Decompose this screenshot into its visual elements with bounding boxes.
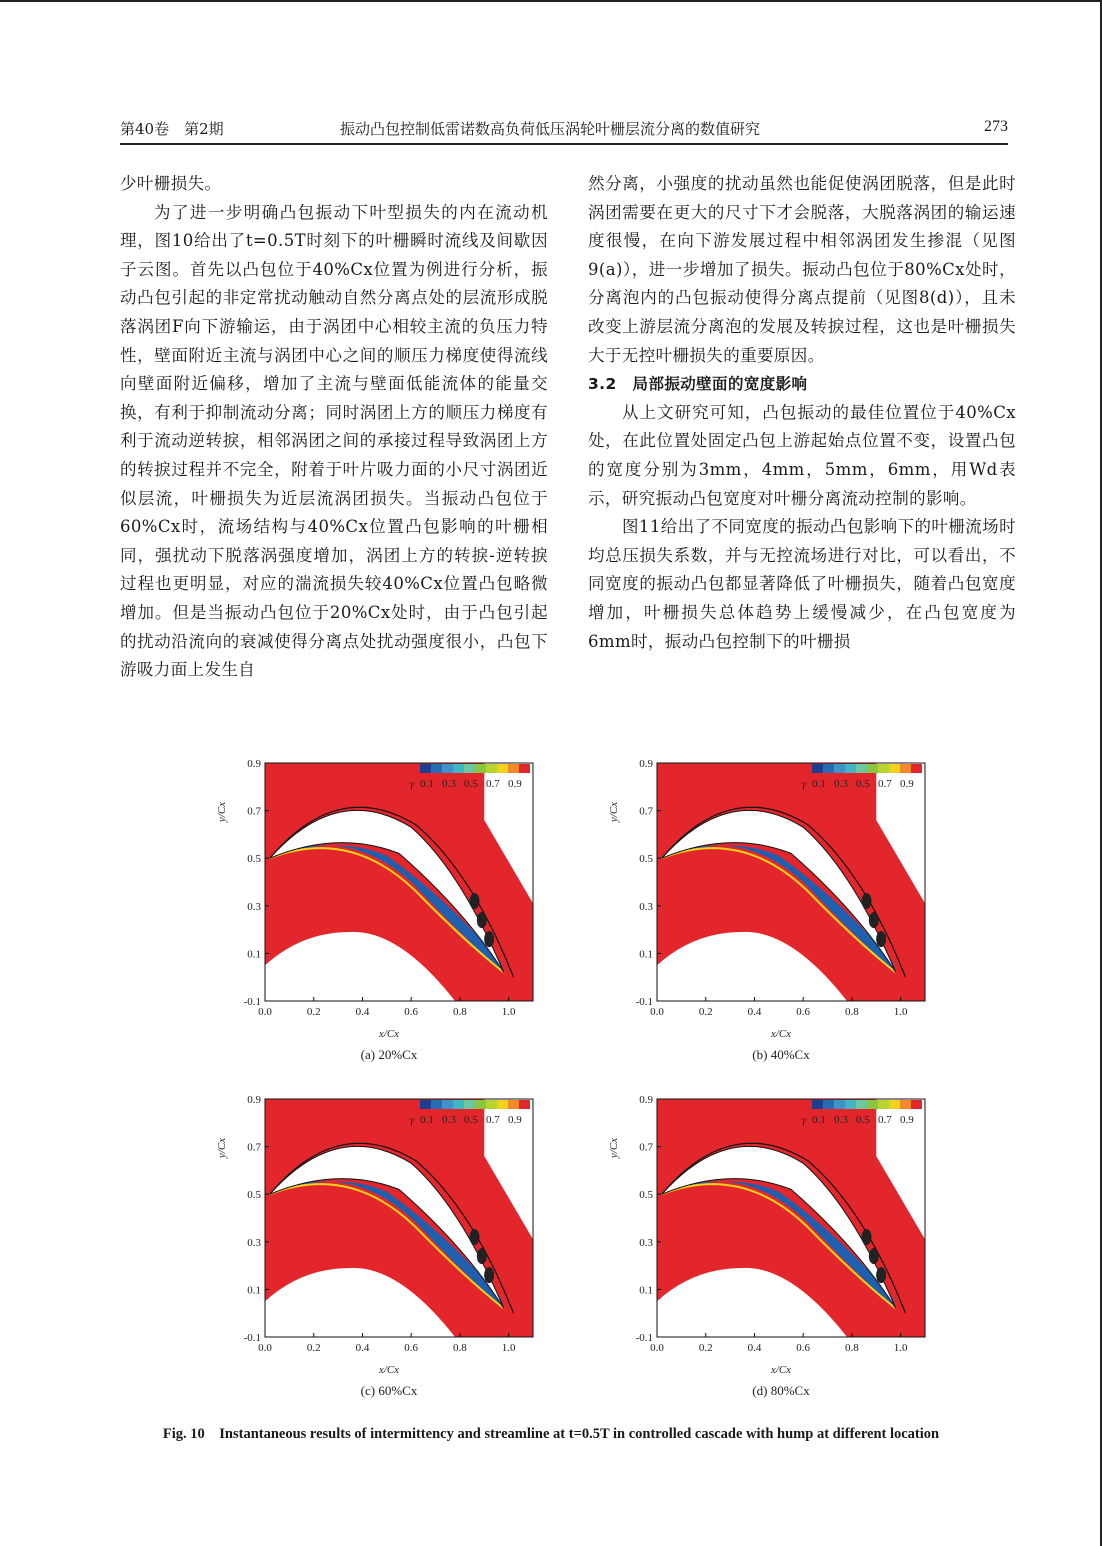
colorbar-swatch: [823, 764, 834, 773]
colorbar-tick: 0.1: [812, 1114, 826, 1126]
colorbar-tick: 0.1: [812, 778, 826, 790]
vortex-1: [470, 1229, 480, 1245]
colorbar-swatch: [431, 1100, 442, 1109]
colorbar-swatch: [519, 1100, 530, 1109]
panel-label: (b) 40%Cx: [752, 1047, 810, 1062]
colorbar-swatch: [486, 1100, 497, 1109]
colorbar-swatch: [834, 764, 845, 773]
x-tick-label: 0.4: [747, 1342, 762, 1354]
colorbar-swatch: [812, 1100, 823, 1109]
colorbar-tick: 0.5: [856, 778, 870, 790]
vortex-2: [477, 912, 487, 928]
vortex-1: [862, 1229, 872, 1245]
colorbar-tick: 0.7: [878, 778, 892, 790]
x-tick-label: 1.0: [501, 1006, 516, 1018]
colorbar-swatch: [442, 764, 453, 773]
vortex-2: [477, 1248, 487, 1264]
colorbar-tick: 0.3: [442, 1114, 456, 1126]
y-tick-label: 0.1: [247, 1284, 261, 1297]
colorbar-swatch: [900, 1100, 911, 1109]
x-tick-label: 0.2: [698, 1006, 713, 1018]
x-tick-label: 0.4: [355, 1006, 370, 1018]
colorbar-tick: 0.9: [508, 1114, 522, 1126]
right-column: [588, 170, 1016, 656]
colorbar-swatch: [823, 1100, 834, 1109]
y-tick-label: -0.1: [243, 996, 261, 1008]
panel-label: (a) 20%Cx: [360, 1047, 418, 1062]
x-tick-label: 0.2: [698, 1342, 713, 1354]
x-tick-label: 0.2: [306, 1342, 321, 1354]
running-header: [120, 118, 1008, 140]
vortex-3: [876, 931, 886, 947]
colorbar-tick: 0.3: [442, 778, 456, 790]
freestream-region: [265, 1099, 533, 1337]
colorbar-swatch: [878, 1100, 889, 1109]
colorbar-tick: 0.9: [508, 778, 522, 790]
left-para-2: 为了进一步明确凸包振动下叶型损失的内在流动机理，图10给出了t=0.5T时刻下的叶栅瞬时流线及间歇因子云图。首先以凸包位于40%Cx位置为例进行分析，振动凸包引起的非定常扰动触动自然分离点处的层流形成脱落涡团F向下游输运，由于涡团中心相较主流的负压力特性，壁面附近主流与涡团中心之间的顺压力梯度使得流线向壁面附近偏移，增加了主流与壁面低能流体的能量交换，有利于抑制流动分离；同时涡团上方的顺压力梯度有利于流动逆转捩，相邻涡团之间的承接过程导致涡团上方的转捩过程并不完全，附着于叶片吸力面的小尺寸涡团近似层流，叶栅损失为近层流涡团损失。当振动凸包位于60%Cx时，流场结构与40%Cx位置凸包影响的叶栅相同，强扰动下脱落涡强度增加，涡团上方的转捩-逆转捩过程也更明显，对应的湍流损失较40%Cx位置凸包略微增加。但是当振动凸包位于20%Cx处时，由于凸包引起的扰动沿流向的衰减使得分离点处扰动强度很小，凸包下游吸力面上发生自: [120, 202, 548, 680]
journal-volume: 第40卷 第2期: [120, 120, 224, 138]
colorbar-symbol: γ: [410, 1114, 415, 1126]
header-rule: [120, 143, 1008, 145]
colorbar-tick: 0.1: [420, 778, 434, 790]
y-tick-label: 0.3: [247, 900, 261, 913]
page-number: 273: [984, 118, 1008, 135]
colorbar-swatch: [475, 1100, 486, 1109]
x-tick-label: 0.6: [796, 1342, 811, 1354]
colorbar-swatch: [845, 1100, 856, 1109]
running-title: 振动凸包控制低雷诺数高负荷低压涡轮叶栅层流分离的数值研究: [340, 120, 761, 138]
right-para-3: 图11给出了不同宽度的振动凸包影响下的叶栅流场时均总压损失系数，并与无控流场进行对比，可以看出，不同宽度的振动凸包都显著降低了叶栅损失，随着凸包宽度增加，叶栅损失总体趋势上缓慢减少，在凸包宽度为6mm时，振动凸包控制下的叶栅损: [588, 517, 1016, 651]
y-axis-label: y/Cx: [608, 1137, 620, 1159]
y-tick-label: 0.9: [247, 1094, 261, 1106]
y-axis-label: y/Cx: [216, 1137, 228, 1159]
colorbar-swatch: [453, 764, 464, 773]
plot-area: [265, 1099, 533, 1337]
colorbar-swatch: [856, 1100, 867, 1109]
panel-label: (c) 60%Cx: [360, 1383, 418, 1398]
colorbar-swatch: [878, 764, 889, 773]
colorbar-tick: 0.5: [464, 1114, 478, 1126]
freestream-region: [657, 763, 925, 1001]
colorbar-symbol: γ: [802, 1114, 807, 1126]
y-tick-label: 0.3: [247, 1236, 261, 1249]
colorbar-tick: 0.1: [420, 1114, 434, 1126]
y-tick-label: 0.3: [639, 900, 653, 913]
x-tick-label: 0.8: [453, 1006, 467, 1018]
x-tick-label: 0.0: [650, 1342, 664, 1354]
panel-d: [602, 1079, 932, 1399]
x-tick-label: 1.0: [893, 1342, 908, 1354]
colorbar-swatch: [486, 764, 497, 773]
x-tick-label: 0.8: [845, 1342, 859, 1354]
colorbar-swatch: [464, 1100, 475, 1109]
y-tick-label: -0.1: [635, 1332, 653, 1344]
colorbar-tick: 0.3: [834, 778, 848, 790]
colorbar-swatch: [431, 764, 442, 773]
panel-label: (d) 80%Cx: [752, 1383, 810, 1398]
y-tick-label: 0.7: [247, 805, 261, 818]
left-para-1: 少叶栅损失。: [120, 174, 222, 193]
colorbar-swatch: [845, 764, 856, 773]
x-tick-label: 0.2: [306, 1006, 321, 1018]
colorbar-tick: 0.3: [834, 1114, 848, 1126]
colorbar-swatch: [519, 764, 530, 773]
colorbar-swatch: [464, 764, 475, 773]
x-tick-label: 0.6: [796, 1006, 811, 1018]
x-tick-label: 0.0: [258, 1342, 272, 1354]
colorbar-swatch: [900, 764, 911, 773]
y-tick-label: 0.7: [639, 1141, 653, 1154]
colorbar-swatch: [497, 1100, 508, 1109]
x-axis-label: x/Cx: [770, 1364, 792, 1376]
right-para-1: 然分离，小强度的扰动虽然也能促使涡团脱落，但是此时涡团需要在更大的尺寸下才会脱落，大脱落涡团的输运速度很慢，在向下游发展过程中相邻涡团发生掺混（见图9(a)），进一步增加了损失。振动凸包位于80%Cx处时，分离泡内的凸包振动使得分离点提前（见图8(d)），且未改变上游层流分离泡的发展及转捩过程，这也是叶栅损失大于无控叶栅损失的重要原因。: [588, 174, 1016, 365]
section-heading: 3.2 局部振动壁面的宽度影响: [588, 375, 808, 394]
colorbar-swatch: [508, 764, 519, 773]
freestream-region: [265, 763, 533, 1001]
y-tick-label: 0.7: [639, 805, 653, 818]
plot-area: [657, 763, 925, 1001]
vortex-3: [484, 1267, 494, 1283]
colorbar-tick: 0.7: [486, 778, 500, 790]
colorbar-tick: 0.9: [900, 1114, 914, 1126]
colorbar-tick: 0.7: [878, 1114, 892, 1126]
y-tick-label: 0.5: [639, 853, 653, 866]
colorbar-swatch: [867, 1100, 878, 1109]
y-tick-label: 0.9: [247, 758, 261, 770]
colorbar-swatch: [508, 1100, 519, 1109]
y-tick-label: 0.1: [247, 948, 261, 961]
colorbar-swatch: [911, 1100, 922, 1109]
x-axis-label: x/Cx: [378, 1364, 400, 1376]
y-tick-label: 0.9: [639, 758, 653, 770]
y-tick-label: 0.9: [639, 1094, 653, 1106]
y-tick-label: 0.5: [247, 1189, 261, 1202]
panel-c: [210, 1079, 540, 1399]
vortex-3: [876, 1267, 886, 1283]
vortex-1: [862, 893, 872, 909]
x-tick-label: 1.0: [893, 1006, 908, 1018]
colorbar-swatch: [475, 764, 486, 773]
y-tick-label: 0.1: [639, 948, 653, 961]
colorbar-swatch: [453, 1100, 464, 1109]
y-tick-label: 0.3: [639, 1236, 653, 1249]
colorbar-swatch: [497, 764, 508, 773]
x-tick-label: 0.0: [258, 1006, 272, 1018]
colorbar-swatch: [911, 764, 922, 773]
x-axis-label: x/Cx: [770, 1028, 792, 1040]
y-tick-label: 0.5: [639, 1189, 653, 1202]
colorbar-tick: 0.5: [856, 1114, 870, 1126]
y-tick-label: 0.1: [639, 1284, 653, 1297]
colorbar-swatch: [856, 764, 867, 773]
right-para-2: 从上文研究可知，凸包振动的最佳位置位于40%Cx处，在此位置处固定凸包上游起始点位置不变，设置凸包的宽度分别为3mm，4mm，5mm，6mm，用Wd表示，研究振动凸包宽度对叶栅分离流动控制的影响。: [588, 402, 1016, 508]
y-tick-label: -0.1: [243, 1332, 261, 1344]
figure-caption: Fig. 10 Instantaneous results of intermittency and streamline at t=0.5T in controlled cascade with hump at different location: [162, 1426, 940, 1442]
x-tick-label: 0.4: [355, 1342, 370, 1354]
y-tick-label: 0.5: [247, 853, 261, 866]
x-axis-label: x/Cx: [378, 1028, 400, 1040]
x-tick-label: 1.0: [501, 1342, 516, 1354]
x-tick-label: 0.8: [845, 1006, 859, 1018]
colorbar-swatch: [889, 1100, 900, 1109]
colorbar-swatch: [420, 1100, 431, 1109]
y-tick-label: -0.1: [635, 996, 653, 1008]
y-axis-label: y/Cx: [608, 801, 620, 823]
colorbar-tick: 0.5: [464, 778, 478, 790]
crop-line-top: [0, 0, 1102, 2]
panel-a: [210, 743, 540, 1063]
colorbar-symbol: γ: [410, 778, 415, 790]
y-tick-label: 0.7: [247, 1141, 261, 1154]
vortex-2: [869, 912, 879, 928]
x-tick-label: 0.6: [404, 1342, 419, 1354]
vortex-1: [470, 893, 480, 909]
colorbar-swatch: [889, 764, 900, 773]
y-axis-label: y/Cx: [216, 801, 228, 823]
x-tick-label: 0.4: [747, 1006, 762, 1018]
panel-b: [602, 743, 932, 1063]
x-tick-label: 0.0: [650, 1006, 664, 1018]
colorbar-swatch: [834, 1100, 845, 1109]
vortex-3: [484, 931, 494, 947]
left-column: [120, 170, 548, 685]
x-tick-label: 0.8: [453, 1342, 467, 1354]
x-tick-label: 0.6: [404, 1006, 419, 1018]
freestream-region: [657, 1099, 925, 1337]
colorbar-tick: 0.7: [486, 1114, 500, 1126]
colorbar-swatch: [812, 764, 823, 773]
colorbar-swatch: [867, 764, 878, 773]
colorbar-tick: 0.9: [900, 778, 914, 790]
colorbar-symbol: γ: [802, 778, 807, 790]
plot-area: [657, 1099, 925, 1337]
plot-area: [265, 763, 533, 1001]
colorbar-swatch: [420, 764, 431, 773]
colorbar-swatch: [442, 1100, 453, 1109]
vortex-2: [869, 1248, 879, 1264]
